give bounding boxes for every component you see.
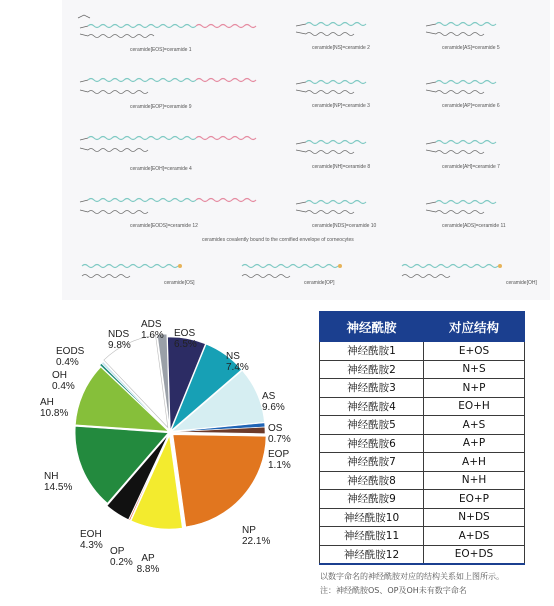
caption-ap: ceramide[AP]=ceramide 6 bbox=[442, 103, 500, 109]
structure-eop bbox=[70, 66, 270, 110]
pie-label-nds: NDS bbox=[108, 329, 130, 340]
structure-nh bbox=[292, 132, 402, 170]
ceramide-structures-panel bbox=[62, 0, 550, 300]
pie-label-eop: EOP bbox=[268, 449, 290, 460]
caption-ns: ceramide[NS]=ceramide 2 bbox=[312, 45, 370, 51]
ceramide-structure: N+P bbox=[424, 379, 525, 398]
caption-eos: ceramide[EOS]=ceramide 1 bbox=[130, 47, 192, 53]
structure-eop-drawing bbox=[70, 66, 270, 106]
pie-value-os: 0.7% bbox=[268, 434, 291, 445]
structure-as bbox=[422, 14, 532, 51]
ceramide-name: 神经酰胺9 bbox=[320, 490, 424, 509]
pie-label-np: NP bbox=[242, 525, 256, 536]
structure-ads-drawing bbox=[422, 192, 532, 222]
pie-slice-np bbox=[173, 435, 266, 527]
highlight-dot bbox=[178, 264, 182, 268]
pie-value-eods: 0.4% bbox=[56, 357, 79, 368]
ceramide-structure: N+DS bbox=[424, 508, 525, 527]
structure-eoh bbox=[70, 126, 270, 172]
structure-as-drawing bbox=[422, 14, 532, 44]
pie-value-op: 0.2% bbox=[110, 557, 133, 568]
structure-ads bbox=[422, 192, 532, 229]
pie-svg bbox=[0, 315, 310, 606]
caption-nh: ceramide[NH]=ceramide 8 bbox=[312, 164, 371, 170]
ceramide-name: 神经酰胺5 bbox=[320, 416, 424, 435]
pie-label-ns: NS bbox=[226, 351, 240, 362]
structure-ns bbox=[292, 14, 402, 51]
structure-os bbox=[68, 258, 218, 288]
pie-label-nh: NH bbox=[44, 471, 59, 482]
highlight-dot bbox=[498, 264, 502, 268]
pie-value-ah: 10.8% bbox=[40, 408, 69, 419]
covalent-bound-caption: ceramides covalently bound to the cornified envelope of corneocytes bbox=[202, 237, 354, 243]
pie-value-nds: 9.8% bbox=[108, 340, 131, 351]
table-row bbox=[320, 453, 525, 472]
pie-label-eos: EOS bbox=[174, 328, 196, 339]
ceramide-structure: N+S bbox=[424, 360, 525, 379]
ceramide-structure: N+H bbox=[424, 471, 525, 490]
pie-value-ns: 7.4% bbox=[226, 362, 249, 373]
ceramide-structure: A+P bbox=[424, 434, 525, 453]
caption-eoh: ceramide[EOH]=ceramide 4 bbox=[130, 166, 192, 172]
pie-value-np: 22.1% bbox=[242, 536, 271, 547]
table-row bbox=[320, 434, 525, 453]
table-row bbox=[320, 508, 525, 527]
pie-value-ap: 8.8% bbox=[136, 564, 160, 575]
ceramide-name: 神经酰胺3 bbox=[320, 379, 424, 398]
structure-ap bbox=[422, 72, 532, 109]
table-header-row bbox=[320, 312, 525, 342]
structure-os-drawing bbox=[68, 258, 218, 288]
pie-value-ads: 1.6% bbox=[141, 330, 164, 341]
structure-ah-drawing bbox=[422, 132, 532, 162]
header-ceramide: 神经酰胺 bbox=[320, 312, 424, 342]
ceramide-name: 神经酰胺4 bbox=[320, 397, 424, 416]
header-structure: 对应结构 bbox=[424, 312, 525, 342]
structure-nds bbox=[292, 192, 402, 229]
pie-value-eos: 6.5% bbox=[174, 339, 197, 350]
structure-eoh-drawing bbox=[70, 126, 270, 166]
ceramide-structure: E+OS bbox=[424, 342, 525, 361]
pie-label-op: OP bbox=[110, 546, 125, 557]
ceramide-structure: EO+DS bbox=[424, 545, 525, 564]
ceramide-structure: A+H bbox=[424, 453, 525, 472]
note-line-2: 注：神经酰胺OS、OP及OH未有数字命名 bbox=[320, 586, 467, 595]
pie-label-as: AS bbox=[262, 391, 276, 402]
ceramide-structure: EO+H bbox=[424, 397, 525, 416]
ceramide-pie-chart bbox=[0, 315, 310, 606]
ceramide-name: 神经酰胺10 bbox=[320, 508, 424, 527]
pie-label-eoh: EOH bbox=[80, 529, 102, 540]
ceramide-name: 神经酰胺12 bbox=[320, 545, 424, 564]
caption-ads: ceramide[ADS]=ceramide 11 bbox=[442, 223, 506, 229]
structure-np bbox=[292, 72, 402, 109]
table-row bbox=[320, 545, 525, 564]
pie-label-os: OS bbox=[268, 423, 283, 434]
highlight-dot bbox=[338, 264, 342, 268]
table-row bbox=[320, 379, 525, 398]
structure-eods-drawing bbox=[70, 188, 270, 228]
structure-eods bbox=[70, 188, 270, 228]
caption-ah: ceramide[AH]=ceramide 7 bbox=[442, 164, 500, 170]
structure-nh-drawing bbox=[292, 132, 402, 162]
caption-op: ceramide[OP] bbox=[304, 280, 335, 286]
pie-value-nh: 14.5% bbox=[44, 482, 73, 493]
pie-label-oh: OH bbox=[52, 370, 67, 381]
structure-op-drawing bbox=[228, 258, 378, 288]
pie-label-ah: AH bbox=[40, 397, 54, 408]
pie-label-ap: AP bbox=[141, 553, 155, 564]
caption-nds: ceramide[NDS]=ceramide 10 bbox=[312, 223, 377, 229]
ceramide-name: 神经酰胺1 bbox=[320, 342, 424, 361]
ceramide-mapping-table bbox=[319, 311, 525, 565]
structure-np-drawing bbox=[292, 72, 402, 102]
table-row bbox=[320, 360, 525, 379]
caption-eop: ceramide[EOP]=ceramide 9 bbox=[130, 104, 192, 110]
ceramide-name: 神经酰胺8 bbox=[320, 471, 424, 490]
caption-os: ceramide[OS] bbox=[164, 280, 195, 286]
table-row bbox=[320, 490, 525, 509]
structure-nds-drawing bbox=[292, 192, 402, 222]
caption-as: ceramide[AS]=ceramide 5 bbox=[442, 45, 500, 51]
pie-value-as: 9.6% bbox=[262, 402, 285, 413]
table-row bbox=[320, 397, 525, 416]
structure-oh bbox=[388, 258, 548, 288]
table-row bbox=[320, 527, 525, 546]
caption-np: ceramide[NP]=ceramide 3 bbox=[312, 103, 370, 109]
structure-ap-drawing bbox=[422, 72, 532, 102]
table-row bbox=[320, 342, 525, 361]
pie-label-eods: EODS bbox=[56, 346, 85, 357]
structure-op bbox=[228, 258, 378, 288]
structure-eos bbox=[70, 6, 270, 53]
ceramide-structure: EO+P bbox=[424, 490, 525, 509]
caption-oh: ceramide[OH] bbox=[506, 280, 537, 286]
ceramide-name: 神经酰胺2 bbox=[320, 360, 424, 379]
table-row bbox=[320, 471, 525, 490]
pie-value-eop: 1.1% bbox=[268, 460, 291, 471]
pie-value-eoh: 4.3% bbox=[80, 540, 103, 551]
table-row bbox=[320, 416, 525, 435]
ceramide-structure: A+S bbox=[424, 416, 525, 435]
structure-ah bbox=[422, 132, 532, 170]
structure-eos-drawing bbox=[70, 6, 270, 46]
ceramide-name: 神经酰胺7 bbox=[320, 453, 424, 472]
pie-label-ads: ADS bbox=[141, 319, 162, 330]
pie-value-oh: 0.4% bbox=[52, 381, 75, 392]
caption-eods: ceramide[EODS]=ceramide 12 bbox=[130, 223, 198, 229]
ceramide-structure: A+DS bbox=[424, 527, 525, 546]
ceramide-name: 神经酰胺6 bbox=[320, 434, 424, 453]
ceramide-name: 神经酰胺11 bbox=[320, 527, 424, 546]
structure-ns-drawing bbox=[292, 14, 402, 44]
note-line-1: 以数字命名的神经酰胺对应的结构关系如上图所示。 bbox=[320, 572, 504, 581]
